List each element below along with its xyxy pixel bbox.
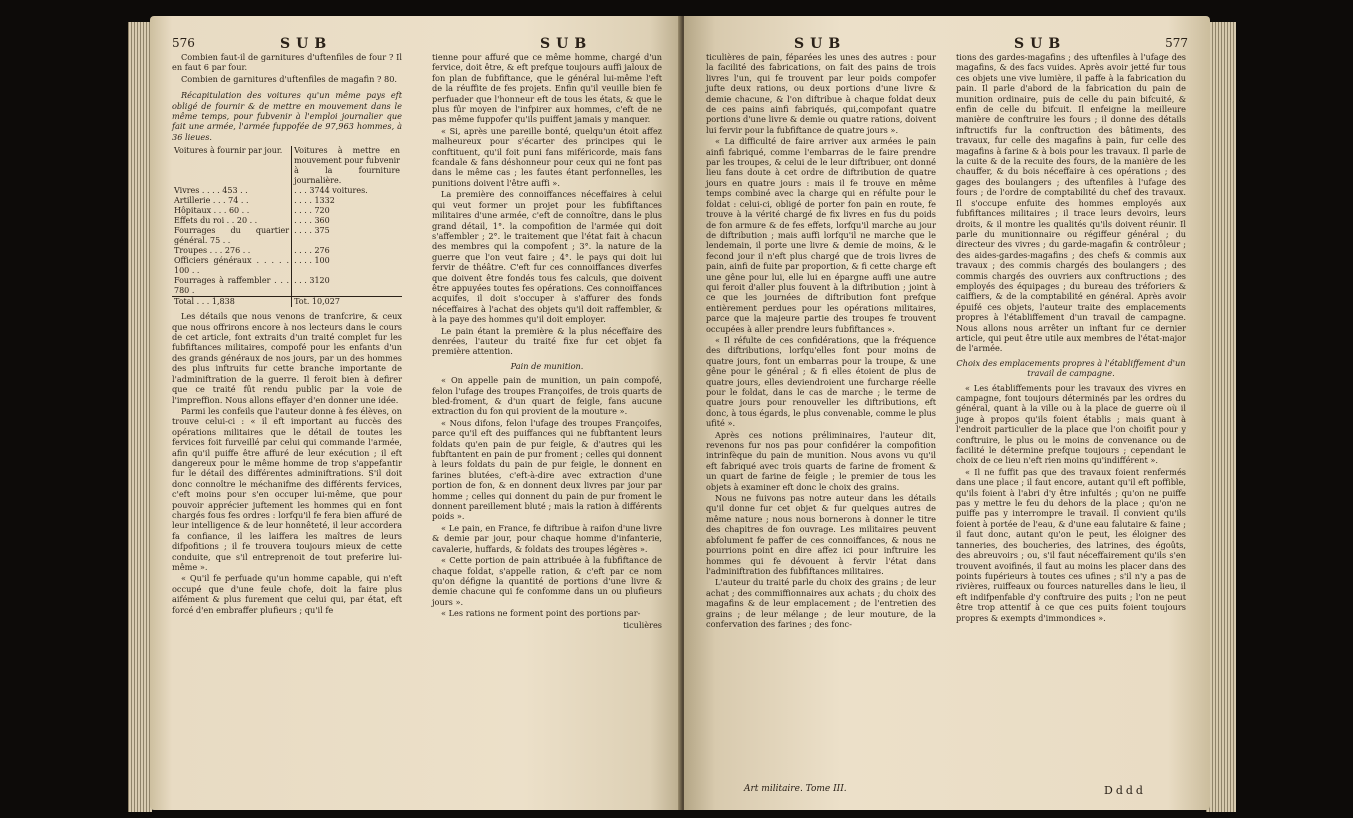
right-running-head: SUB (1014, 36, 1067, 52)
row-b: . . . . 276 (292, 246, 402, 256)
row-a: 100 . . (174, 266, 200, 276)
total-label: Total . . . (174, 297, 210, 307)
body-paragraph: « Si, après une pareille bonté, quelqu'un étoit affez malheureux pour s'écarter des principes qui le conftituent, qu'il foit puni fans miféricorde, mais fans fcandale & fans déshonneur pour ceux qui ne font pas dans le même cas ; les fautes étant perfonnelles, les punitions doivent l'être auffi ». (432, 125, 662, 188)
row-a: 780 . (174, 286, 195, 296)
book-spread (150, 16, 1210, 810)
body-paragraph: « Il ne fuffit pas que des travaux foient renfermés dans une place ; il faut encore, autant qu'il eft poffible, qu'ils foient à l'abri d'y être infultés ; qu'on ne puiffe pas y mettre le feu du dehors de la place ; qu'on ne puiffe pas y interrompre le travail. Il convient qu'ils foient à portée de l'eau, & d'une eau falutaire & faine ; il faut donc, autant qu'on le peut, les éloigner des tanneries, des boucheries, des latrines, des égoûts, des abreuvoirs ; ou, s'il faut néceffairement qu'ils s'en trouvent avoifinés, il faut au moins les placer dans des points fupérieurs à toutes ces ufines ; s'il n'y a pas de rivières, ruiffeaux ou fources naturelles dans le lieu, il eft indifpenfable d'y conftruire des puits ; l'on ne peut être trop attentif à ce que ces puits foient toujours propres & exempts d'immondices ». (956, 466, 1186, 623)
body-paragraph: Nous ne fuivons pas notre auteur dans les détails qu'il donne fur cet objet & fur quelques autres de même nature ; nous nous bornerons à donner le titre des chapitres de fon ouvrage. Les militaires peuvent abfolument fe paffer de ces connoiffances, & nous ne pourrions point en dire affez ici pour inftruire les hommes qui fe dévouent à fervir l'état dans l'adminiftration des fubfiftances militaires. (706, 493, 936, 576)
page-footer: Art militaire. Tome III. (744, 784, 847, 794)
row-b: . . . . 360 (292, 216, 402, 226)
row-label: Fourrages du quartier général. (174, 226, 290, 246)
right-column-2 (956, 52, 1186, 624)
row-label: Vivres . . . . (174, 186, 220, 196)
row-b: . . . . 100 (292, 256, 402, 276)
row-label: Hôpitaux . . . (174, 206, 227, 216)
intro-paragraph: Combien faut-il de garnitures d'uftenfiles de four ? Il en faut 6 par four. (172, 52, 402, 73)
body-paragraph: « Les rations ne forment point des portions par- (441, 608, 641, 619)
left-column-2 (432, 52, 662, 631)
row-label: Fourrages à raffembler . . . (174, 276, 290, 286)
body-paragraph: Le pain étant la première & la plus néceffaire des denrées, l'auteur du traité fixe fur cet objet fa première attention. (432, 325, 662, 357)
right-page (684, 16, 1210, 810)
row-label: Effets du roi . . (174, 216, 235, 226)
left-page-edges (128, 22, 152, 812)
right-col1-running-head: SUB (794, 36, 847, 52)
table-head-a: Voitures à fournir par jour. (174, 146, 283, 156)
row-label: Officiers généraux . . . . . (174, 256, 290, 266)
body-paragraph: Les détails que nous venons de tranfcrire, & ceux que nous offrirons encore à nos lecteurs dans le cours de cet article, font extraits d'un traité complet fur les fubfiftances militaires, compofé pour les enfants d'un des grands généraux de nos jours, par un des hommes des plus inftruits fur cette branche importante de l'adminiftration de la guerre. Il feroit bien à defirer que ce traité fût rendu public par la voie de l'impreffion. Nous allons effayer d'en donner une idée. (172, 311, 402, 405)
row-label: Troupes . . . (174, 246, 223, 256)
body-paragraph: « Qu'il fe perfuade qu'un homme capable, qui n'eft occupé que d'une feule chofe, doit la faire plus aifément & plus furement que celui qui, par état, eft forcé d'en embraffer plufieurs ; qu'il fe (172, 573, 402, 615)
body-paragraph: « Le pain, en France, fe diftribue à raifon d'une livre & demie par jour, pour chaque homme d'infanterie, cavalerie, huffards, & foldats des troupes légères ». (432, 522, 662, 554)
row-a: 60 . . (228, 206, 250, 216)
intro-paragraph: Combien de garnitures d'uftenfiles de magafin ? 80. (181, 73, 398, 84)
body-paragraph: tienne pour affuré que ce même homme, chargé d'un fervice, doit être, & eft prefque toujours auffi jaloux de fon plan de fubfiftance, que le général lui-même l'eft de la réuffite de fes projets. Enfin qu'il veuille bien fe perfuader que l'honneur eft de tous les états, & que le plus fûr moyen de l'infpirer aux hommes, c'eft de ne pas même fuppofer qu'ils puiffent jamais y manquer. (432, 52, 662, 125)
body-paragraph: « Cette portion de pain attribuée à la fubfiftance de chaque foldat, s'appelle ration, & c'eft par ce nom qu'on défigne la quantité de portions d'une livre & demie chacune qui fe confomme dans un ou plufieurs jours ». (432, 555, 662, 607)
row-a: 453 . . (222, 186, 248, 196)
body-paragraph: L'auteur du traité parle du choix des grains ; de leur achat ; des commiffionnaires aux achats ; du choix des magafins & de leur emplacement ; de l'entretien des grains ; de leur mélange ; de leur mouture, de la confervation des farines ; des fonc- (706, 577, 936, 629)
row-label: Artillerie . . . (174, 196, 226, 206)
body-paragraph: Après ces notions préliminaires, l'auteur dit, revenons fur nos pas pour confidérer la compofition intrinfèque du pain de munition. Nous avons vu qu'il eft fabriqué avec trois quarts de farine de froment & un quart de farine de feigle ; le premier de tous les objets à examiner eft donc le choix des grains. (706, 429, 936, 492)
left-col2-running-head: SUB (540, 36, 593, 52)
table-head-b: Voitures à mettre en mouvement pour fubvenir à la fourniture journalière. (292, 146, 402, 186)
body-paragraph: Parmi les confeils que l'auteur donne à fes élèves, on trouve celui-ci : « il eft important au fuccès des opérations militaires que le détail de toutes les fervices foit furveillé par celui qui commande l'armée, afin qu'il puiffe être affuré de leur exécution ; il eft dangereux pour le même homme de trop s'appefantir fur le détail des différentes adminiftrations. S'il doit donc connoître le méchanifme des différents fervices, c'eft moins pour s'en occuper lui-même, que pour pouvoir apprécier juftement les hommes qui en font chargés fous fes ordres : lorfqu'il fe fera bien affuré de leur intelligence & de leur honnêteté, il leur accordera fa confiance, il les laiffera les maîtres de leurs difpofitions ; il fe trouvera toujours mieux de cette conduite, que s'il entreprenoit de tout preferire lui-même ». (172, 405, 402, 572)
row-a: 20 . . (236, 216, 258, 226)
row-b: . . . . 720 (292, 206, 402, 216)
row-a: 75 . . (209, 236, 231, 246)
left-running-head: SUB (280, 36, 333, 52)
table-row (172, 246, 402, 256)
body-paragraph: La première des connoiffances néceffaires à celui qui veut former un projet pour les fubfiftances militaires d'une armée, c'eft de connoître, dans le plus grand détail, 1°. la compofition de l'armée qui doit s'affembler ; 2°. le traitement que l'état fait à chacun des membres qui la compofent ; 3°. la nature de la guerre que l'on veut faire ; 4°. le pays qui doit lui fervir de théâtre. C'eft fur ces connoiffances diverfes que doivent être fondés tous fes calculs, que doivent être appuyées toutes fes opérations. Ces connoiffances acquifes, il doit s'occuper à s'affurer des fonds néceffaires à l'achat des objets qu'il doit raffembler, & à la paye des hommes qu'il doit employer. (432, 189, 662, 325)
row-b: . . . . 1332 (292, 196, 402, 206)
table-row (172, 276, 402, 297)
total-a: 1,838 (211, 297, 235, 307)
table-row (172, 226, 402, 246)
body-paragraph: tions des gardes-magafins ; des uftenfiles à l'ufage des magafins, & des facs vuides. Après avoir jetté fur tous ces objets une vive lumière, il paffe à la fabrication du pain. Il parle d'abord de la fabrication du pain de munition ordinaire, puis de celle du pain bifcuité, & enfin de celle du bifcuit. Il enfeigne la meilleure manière de conftruire les fours ; il donne des détails inftructifs fur la conftruction des bâtiments, des travaux, fur celle des magafins à pain, fur celle des magafins à farine & à bois pour les travaux. Il parle de la cuite & de la recuite des fours, de la manière de les chauffer, & du bois néceffaire à ces opérations ; des gages des boulangers ; des uftenfiles à l'ufage des fours ; de l'ordre de comptabilité du chef des travaux. Il s'occupe enfuite des hommes employés aux fubfiftances militaires ; il trace leurs devoirs, leurs droits, & il montre les qualités qu'ils doivent réunir. Il parle du munitionnaire ou régiffeur général ; du directeur des vivres ; du garde-magafin & contrôleur ; des aides-gardes-magafins ; des chefs & commis aux travaux ; des commis chargés des boulangers ; des commis chargés des ouvriers aux conftructions ; des employés des équipages ; du bureau des tréforiers & caiffiers, & de la comptabilité en général. Après avoir épuifé ces objets, l'auteur traite des emplacements propres à l'établiffement d'un travail de campagne. Nous allons nous arrêter un inftant fur ce dernier article, qui peut être utile aux membres de l'état-major de l'armée. (956, 52, 1186, 354)
section-title: Choix des emplacements propres à l'établiffement d'un travail de campagne. (956, 357, 1186, 379)
table-total-row (172, 297, 402, 308)
table-row (172, 256, 402, 276)
row-a: 74 . . (228, 196, 249, 206)
recap-title: Récapitulation des voitures qu'un même pays eft obligé de fournir & de mettre en mouvement dans le même temps, pour fubvenir à l'emploi journalier que fait une armée, l'armée fuppofée de 97,963 hommes, à 36 lieues. (172, 90, 402, 142)
right-page-number: 577 (1165, 36, 1188, 50)
left-page-number: 576 (172, 36, 195, 50)
catchword: ticulières (623, 619, 662, 630)
row-b: . . . . 375 (292, 226, 402, 246)
table-row (172, 196, 402, 206)
body-paragraph: « La difficulté de faire arriver aux armées le pain ainfi fabriqué, comme l'embarras de le faire prendre par les troupes, & celui de le leur diftribuer, ont donné lieu fans doute à cet ordre de diftribution de quatre jours en quatre jours : mais il fe trouve en même temps combiné avec la charge qui en réfulte pour le foldat : celui-ci, obligé de porter fon pain en route, fe trouve à la vérité chargé de fix livres en fus du poids de fon armure & de fes effets, lorfqu'il marche au jour de diftribution ; mais auffi lorfqu'il ne marche que le lendemain, il porte une livre & demie de moins, & le fecond jour il n'eft plus chargé que de trois livres de pain, ainfi de fuite par proportion, & fi cette charge eft une gêne pour lui, elle lui en épargne auffi une autre qui feroit d'aller plus fouvent à la diftribution ; joint à ce que les journées de diftribution font prefque entièrement perdues pour les opérations militaires, parce que la majeure partie des troupes fe trouvent occupées à aller prendre leurs fubfiftances ». (706, 136, 936, 334)
section-title: Pain de munition. (510, 360, 584, 371)
body-paragraph: « On appelle pain de munition, un pain compofé, felon l'ufage des troupes Françoifes, de trois quarts de bled-froment, & d'un quart de feigle, fans aucune extraction du fon qui provient de la mouture ». (432, 375, 662, 417)
signature-mark: Dddd (1104, 784, 1146, 797)
right-page-edges (1206, 22, 1236, 812)
recap-table (172, 146, 402, 307)
left-page (150, 16, 682, 810)
right-column-1 (706, 52, 936, 630)
table-row (172, 206, 402, 216)
row-a: 276 . . (224, 246, 251, 256)
row-b: . . . 3120 (292, 276, 402, 297)
row-b: . . . 3744 voitures. (292, 186, 402, 196)
table-row (172, 216, 402, 226)
body-paragraph: « Nous difons, felon l'ufage des troupes Françoifes, parce qu'il eft des puiffances qui ne fubftantent leurs foldats qu'en pain de pur feigle, & d'autres qui les fubftantent en pain de pur froment ; celles qui donnent à leurs foldats du pain de pur feigle, le donnent en farines blutées, c'eft-à-dire avec extraction d'une portion de fon, & en donnent deux livres par jour par homme ; celles qui donnent du pain de pur froment le donnent pareillement bluté ; mais la ration à différents poids ». (432, 417, 662, 522)
table-row (172, 186, 402, 196)
body-paragraph: « Il réfulte de ces confidérations, que la fréquence des diftributions, lorfqu'elles font pour moins de quatre jours, font un embarras pour la troupe, & une gêne pour le général ; & fi elles étoient de plus de quatre jours, elles deviendroient une furcharge réelle pour le foldat, dans le cas de marche ; le terme de quatre jours pour renouveller les diftributions, eft donc, à tous égards, le plus convenable, comme le plus ufité ». (706, 334, 936, 429)
body-paragraph: « Les établiffements pour les travaux des vivres en campagne, font toujours déterminés par les ordres du général, quant à la ville ou à la place de guerre où il juge à propos qu'ils foient établis ; mais quant à l'endroit particulier de la place que l'on choifit pour y conftruire, le plus ou le moins de convenance ou de facilité le détermine prefque toujours ; cependant le choix de ce lieu n'eft rien moins qu'indifférent ». (956, 382, 1186, 466)
total-b: Tot. 10,027 (292, 297, 402, 308)
left-column-1 (172, 52, 402, 616)
body-paragraph: ticulières de pain, féparées les unes des autres : pour la facilité des fabrications, on fait des pains de trois livres l'un, qui fe trouvent par leur poids compofer jufte deux rations, ou deux portions d'une livre & demie chacune, & l'on diftribue à chaque foldat deux de ces pains ainfi fabriqués, qui,compofant quatre portions d'une livre & demie ou quatre rations, doivent lui fervir pour la fubfiftance de quatre jours ». (706, 52, 936, 135)
